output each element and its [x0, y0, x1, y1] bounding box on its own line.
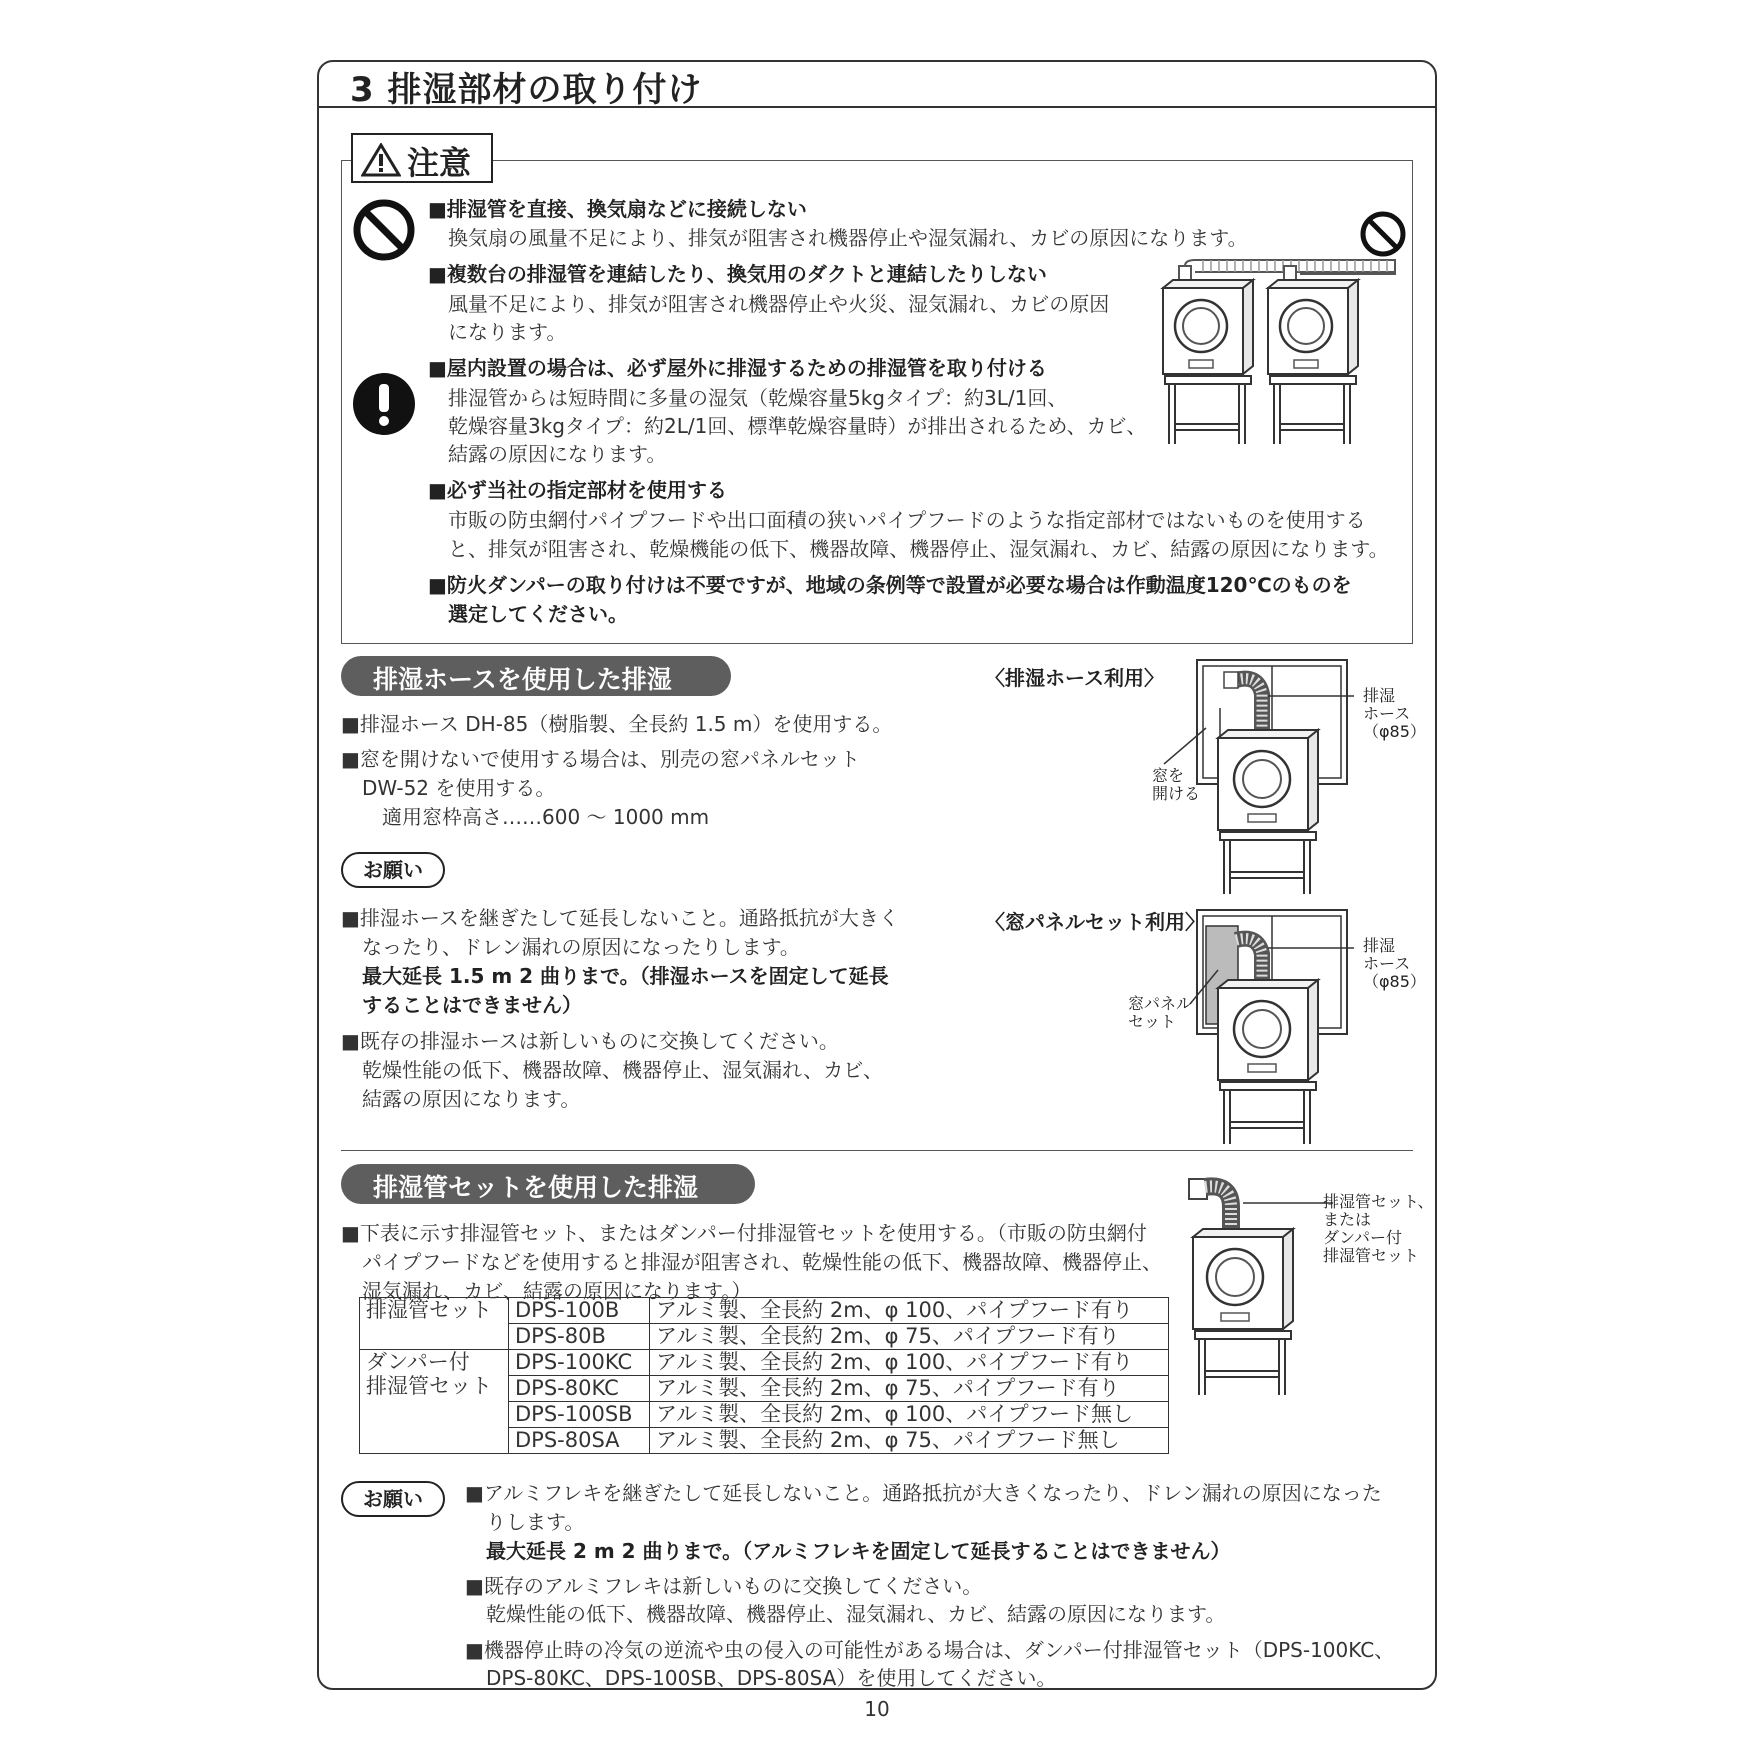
- fig1-caption: 〈排湿ホース利用〉: [985, 666, 1164, 690]
- section-divider: [341, 1150, 1413, 1151]
- fig1-hose-label-line: （φ85）: [1363, 722, 1426, 741]
- pipe-set-table: [359, 1297, 1169, 1454]
- hose-note-bold: することはできません）: [362, 993, 582, 1017]
- onegai-badge: お願い: [341, 1481, 445, 1517]
- pipe-intro: ■下表に示す排湿管セット、またはダンパー付排湿管セットを使用する。（市販の防虫網付: [341, 1221, 1147, 1245]
- caution-item-3-text: 結露の原因になります。: [448, 442, 667, 466]
- fig1-hose-label: [1363, 687, 1426, 741]
- page-number: 10: [864, 1697, 890, 1721]
- table-desc-cell: アルミ製、全長約 2m、φ 75、パイプフード無し: [650, 1428, 1169, 1454]
- caution-item-5-heading: ■防火ダンパーの取り付けは不要ですが、地域の条例等で設置が必要な場合は作動温度120℃のものを: [428, 573, 1352, 597]
- hose-section-title: 排湿ホースを使用した排湿: [341, 656, 731, 696]
- caution-item-2-text: 風量不足により、排気が阻害され機器停止や火災、湿気漏れ、カビの原因: [448, 292, 1110, 316]
- hose-note: 乾燥性能の低下、機器故障、機器停止、湿気漏れ、カビ、: [362, 1058, 883, 1082]
- hose-item: 適用窓枠高さ……600 ～ 1000 mm: [382, 805, 710, 829]
- table-group-cell: 排湿管セット: [360, 1298, 509, 1350]
- table-group-line: ダンパー付: [366, 1350, 470, 1374]
- pipe-intro: パイプフードなどを使用すると排湿が阻害され、乾燥性能の低下、機器故障、機器停止、: [362, 1250, 1162, 1274]
- hose-note: ■既存の排湿ホースは新しいものに交換してください。: [341, 1029, 839, 1053]
- hose-note: なったり、ドレン漏れの原因になったりします。: [362, 935, 800, 959]
- pipe-note: 乾燥性能の低下、機器故障、機器停止、湿気漏れ、カビ、結露の原因になります。: [486, 1602, 1226, 1626]
- hose-item: DW-52 を使用する。: [362, 776, 556, 800]
- table-model-cell: DPS-100SB: [509, 1402, 650, 1428]
- table-model-cell: DPS-80B: [509, 1324, 650, 1350]
- fig3-pipe-label-line: または: [1323, 1210, 1372, 1229]
- caution-item-4-text: と、排気が阻害され、乾燥機能の低下、機器故障、機器停止、湿気漏れ、カビ、結露の原因になります。: [448, 537, 1389, 561]
- table-row: [360, 1298, 1169, 1324]
- mandatory-exclamation-icon: [352, 372, 416, 436]
- caution-item-3-text: 排湿管からは短時間に多量の湿気（乾燥容量5kgタイプ：約3L/1回、: [448, 386, 1068, 410]
- table-desc-cell: アルミ製、全長約 2m、φ 75、パイプフード有り: [650, 1324, 1169, 1350]
- table-model-cell: DPS-100KC: [509, 1350, 650, 1376]
- caution-item-3-heading: ■屋内設置の場合は、必ず屋外に排湿するための排湿管を取り付ける: [428, 356, 1047, 380]
- fig1-window-label-line: 窓を: [1152, 766, 1185, 785]
- onegai-badge: お願い: [341, 852, 445, 888]
- fig2-panel-label-line: セット: [1128, 1012, 1177, 1031]
- pipe-note: ■既存のアルミフレキは新しいものに交換してください。: [465, 1574, 983, 1598]
- hose-item: ■排湿ホース DH-85（樹脂製、全長約 1.5 m）を使用する。: [341, 712, 893, 736]
- table-group-line: 排湿管セット: [366, 1374, 492, 1398]
- caution-item-2-text: になります。: [448, 320, 567, 344]
- caution-item-1-heading: ■排湿管を直接、換気扇などに接続しない: [428, 197, 807, 221]
- fig2-hose-label-line: ホース: [1363, 954, 1411, 973]
- table-row: [360, 1350, 1169, 1376]
- section-title: 3 排湿部材の取り付け: [350, 70, 703, 110]
- fig2-hose-label-line: 排湿: [1363, 936, 1396, 955]
- fig2-panel-label: [1128, 995, 1192, 1031]
- fig1-window-label-line: 開ける: [1152, 784, 1201, 803]
- hose-note-bold: 最大延長 1.5 m 2 曲りまで。（排湿ホースを固定して延長: [362, 964, 889, 988]
- pipe-section-title: 排湿管セットを使用した排湿: [341, 1164, 755, 1204]
- fig2-hose-label: [1363, 937, 1426, 991]
- fig3-pipe-label-line: 排湿管セット、: [1323, 1192, 1434, 1211]
- caution-item-4-heading: ■必ず当社の指定部材を使用する: [428, 478, 727, 502]
- caution-item-2-heading: ■複数台の排湿管を連結したり、換気用のダクトと連結したりしない: [428, 262, 1047, 286]
- table-desc-cell: アルミ製、全長約 2m、φ 75、パイプフード有り: [650, 1376, 1169, 1402]
- caution-label: [351, 133, 493, 183]
- caution-item-4-text: 市販の防虫網付パイプフードや出口面積の狭いパイプフードのような指定部材ではないものを使用する: [448, 508, 1366, 532]
- pipe-note: ■機器停止時の冷気の逆流や虫の侵入の可能性がある場合は、ダンパー付排湿管セット（DPS-100KC、: [465, 1638, 1395, 1662]
- prohibition-icon: [352, 198, 416, 262]
- fig1-window-label: [1152, 767, 1200, 803]
- table-desc-cell: アルミ製、全長約 2m、φ 100、パイプフード有り: [650, 1298, 1169, 1324]
- table-model-cell: DPS-80SA: [509, 1428, 650, 1454]
- hose-note: 結露の原因になります。: [362, 1087, 581, 1111]
- warning-triangle-icon: [361, 143, 401, 177]
- caution-item-1-text: 換気扇の風量不足により、排気が阻害され機器停止や湿気漏れ、カビの原因になります。: [448, 226, 1248, 250]
- caution-label-text: 注意: [407, 144, 472, 182]
- fig1-hose-label-line: ホース: [1363, 704, 1411, 723]
- illustration-connected-dryers: [1155, 252, 1400, 452]
- fig2-caption: 〈窓パネルセット利用〉: [985, 910, 1205, 934]
- fig1-hose-label-line: 排湿: [1363, 686, 1396, 705]
- hose-note: ■排湿ホースを継ぎたして延長しないこと。通路抵抗が大きく: [341, 906, 899, 930]
- fig3-pipe-label: [1323, 1193, 1434, 1265]
- pipe-note: ■アルミフレキを継ぎたして延長しないこと。通路抵抗が大きくなったり、ドレン漏れの原因になった: [465, 1481, 1382, 1505]
- fig2-panel-label-line: 窓パネル: [1128, 994, 1193, 1013]
- prohibition-icon-small: [1359, 210, 1407, 258]
- caution-item-5-text: 選定してください。: [448, 602, 628, 626]
- pipe-note: DPS-80KC、DPS-100SB、DPS-80SA）を使用してください。: [486, 1666, 1057, 1690]
- pipe-note: りします。: [486, 1510, 585, 1534]
- hose-item: ■窓を開けないで使用する場合は、別売の窓パネルセット: [341, 747, 860, 771]
- pipe-intro: 湿気漏れ、カビ、結露の原因になります。）: [362, 1279, 752, 1303]
- fig3-pipe-label-line: ダンパー付: [1323, 1228, 1403, 1247]
- table-model-cell: DPS-80KC: [509, 1376, 650, 1402]
- table-desc-cell: アルミ製、全長約 2m、φ 100、パイプフード無し: [650, 1402, 1169, 1428]
- illustration-pipe-set: [1185, 1175, 1335, 1405]
- table-model-cell: DPS-100B: [509, 1298, 650, 1324]
- table-desc-cell: アルミ製、全長約 2m、φ 100、パイプフード有り: [650, 1350, 1169, 1376]
- caution-item-3-text: 乾燥容量3kgタイプ：約2L/1回、標準乾燥容量時）が排出されるため、カビ、: [448, 414, 1147, 438]
- table-group-cell: [360, 1350, 509, 1454]
- fig3-pipe-label-line: 排湿管セット: [1323, 1246, 1420, 1265]
- fig2-hose-label-line: （φ85）: [1363, 972, 1426, 991]
- pipe-note-bold: 最大延長 2 m 2 曲りまで。（アルミフレキを固定して延長することはできません）: [486, 1539, 1231, 1563]
